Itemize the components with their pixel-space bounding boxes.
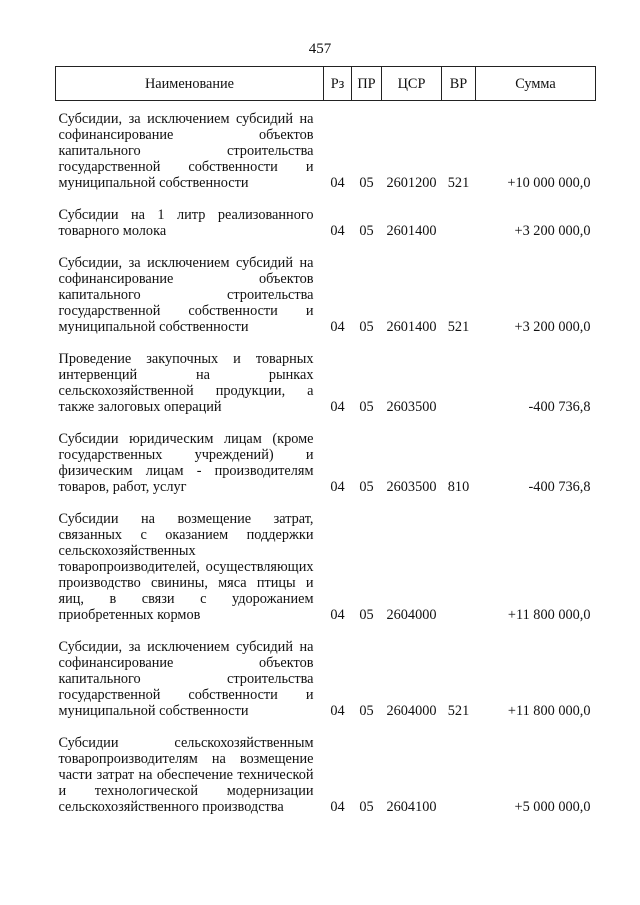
row-sum: +11 800 000,0 [507,703,591,719]
table-row [56,197,596,245]
row-name: Проведение закупочных и товарных интервенций на рынках сельскохозяйственной продукции, а также залоговых операций [58,351,314,415]
row-csr: 2604000 [386,703,437,719]
table-header [56,67,596,101]
row-name: Субсидии на возмещение затрат, связанных с оказанием поддержки сельскохозяйственных товаропроизводителей, осуществляющих производство свинины, мяса птицы и яиц, в связи с удорожанием приобретенных кормов [58,511,314,623]
row-sum: +3 200 000,0 [514,319,591,335]
row-rz: 04 [330,399,345,415]
row-vr [442,197,476,245]
row-name: Субсидии, за исключением субсидий на софинансирование объектов капитального строительства государственной собственности и муниципальной собственности [58,639,314,719]
row-name: Субсидии сельскохозяйственным товаропроизводителям на возмещение части затрат на обеспечение технической и технологической модернизации сельскохозяйственного производства [58,735,314,815]
row-sum: +11 800 000,0 [507,607,591,623]
row-csr: 2601400 [386,319,437,335]
row-pr: 05 [359,399,374,415]
row-sum: -400 736,8 [528,399,591,415]
row-vr: 521 [447,319,470,335]
table-row [56,725,596,821]
table-row [56,101,596,198]
header-name: Наименование [56,67,324,101]
row-name: Субсидии, за исключением субсидий на софинансирование объектов капитального строительства государственной собственности и муниципальной собственности [58,111,314,191]
row-sum: +3 200 000,0 [514,223,591,239]
row-pr: 05 [359,607,374,623]
row-csr: 2604100 [386,799,437,815]
row-pr: 05 [359,175,374,191]
row-vr: 521 [447,175,470,191]
header-vr: ВР [442,67,476,101]
row-pr: 05 [359,703,374,719]
header-sum: Сумма [476,67,596,101]
row-csr: 2601400 [386,223,437,239]
row-vr: 810 [447,479,470,495]
row-rz: 04 [330,607,345,623]
row-rz: 04 [330,703,345,719]
row-vr [442,501,476,629]
row-pr: 05 [359,319,374,335]
row-csr: 2603500 [386,479,437,495]
row-rz: 04 [330,175,345,191]
header-rz: Рз [324,67,352,101]
budget-table [55,66,596,821]
row-csr: 2604000 [386,607,437,623]
table-row [56,629,596,725]
row-rz: 04 [330,799,345,815]
row-vr [442,725,476,821]
row-csr: 2601200 [386,175,437,191]
row-name: Субсидии юридическим лицам (кроме государственных учреждений) и физическим лицам - производителям товаров, работ, услуг [58,431,314,495]
row-rz: 04 [330,479,345,495]
row-rz: 04 [330,223,345,239]
row-pr: 05 [359,223,374,239]
table-row [56,421,596,501]
row-rz: 04 [330,319,345,335]
row-sum: +5 000 000,0 [514,799,591,815]
table-row [56,245,596,341]
row-sum: +10 000 000,0 [507,175,591,191]
table-row [56,341,596,421]
header-pr: ПР [352,67,382,101]
row-pr: 05 [359,799,374,815]
header-csr: ЦСР [382,67,442,101]
page-number: 457 [308,41,332,57]
row-csr: 2603500 [386,399,437,415]
row-vr [442,341,476,421]
row-pr: 05 [359,479,374,495]
row-name: Субсидии на 1 литр реализованного товарного молока [58,207,314,239]
table-row [56,501,596,629]
row-sum: -400 736,8 [528,479,591,495]
row-vr: 521 [447,703,470,719]
row-name: Субсидии, за исключением субсидий на софинансирование объектов капитального строительства государственной собственности и муниципальной собственности [58,255,314,335]
